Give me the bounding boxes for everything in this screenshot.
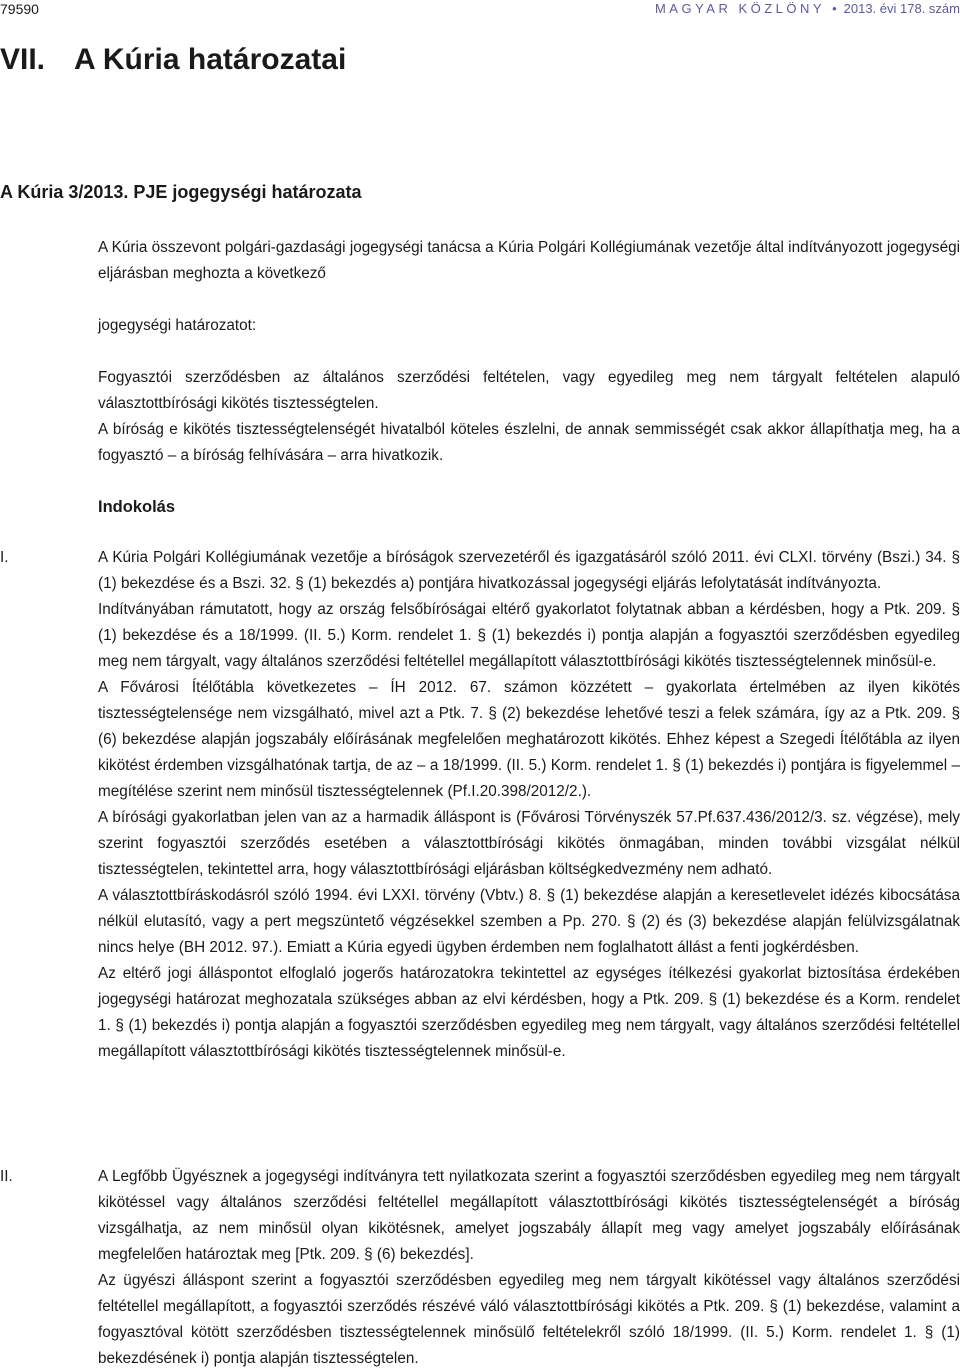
section-paragraph: A választottbíráskodásról szóló 1994. évi LXXI. törvény (Vbtv.) 8. § (1) bekezdése alapján a keresetlevelet idézés kibocsátása nélkül elutasító, vagy a pert megszüntető végzésekkel szemben a Pp. 270. § (2) és (3) bekezdése alapján felülvizsgálatnak nincs helye (BH 2012. 97.). Emiatt a Kúria egyedi ügyben érdemben nem foglalhatott állást a fenti jogkérdésben.: [98, 887, 960, 956]
section-number: I.: [0, 549, 9, 566]
separator-dot-icon: •: [832, 1, 837, 16]
gazette-issue: 2013. évi 178. szám: [843, 1, 960, 16]
gazette-masthead: [655, 0, 960, 18]
section-body: [98, 1164, 960, 1372]
ruling-text: [98, 365, 960, 469]
decision-intro: A Kúria összevont polgári-gazdasági jogegységi tanácsa a Kúria Polgári Kollégiumának vezetője által indítványozott jogegységi eljárásban meghozta a következő: [98, 239, 960, 282]
section-paragraph: Az eltérő jogi álláspontot elfoglaló jogerős határozatokra tekintettel az egységes ítélkezési gyakorlat biztosítása érdekében jogegységi határozat meghozatala szükséges abban az elvi kérdésben, hogy a Ptk. 209. § (1) bekezdése és a Korm. rendelet 1. § (1) bekezdés i) pontja alapján a fogyasztói szerződésben egyedileg meg nem tárgyalt, vagy általános szerződési feltétellel megállapított választottbírósági kikötés tisztességtelennek minősül-e.: [98, 965, 960, 1060]
section-paragraph: Indítványában rámutatott, hogy az ország felsőbíróságai eltérő gyakorlatot folytatnak abban a kérdésben, hogy a Ptk. 209. § (1) bekezdése és a 18/1999. (II. 5.) Korm. rendelet 1. § (1) bekezdés i) pontja alapján a fogyasztói szerződésben egyedileg meg nem tárgyalt, vagy általános szerződési feltétellel megállapított választottbírósági kikötés tisztességtelennek minősül-e.: [98, 601, 960, 670]
page-number: 79590: [0, 1, 39, 17]
ruling-paragraph: Fogyasztói szerződésben az általános szerződési feltételen, vagy egyedileg meg nem tárgyalt feltételen alapuló választottbírósági kikötés tisztességtelen.: [98, 369, 960, 412]
section-paragraph: A bírósági gyakorlatban jelen van az a harmadik álláspont is (Fővárosi Törvényszék 57.Pf.637.436/2012/3. sz. végzése), mely szerint fogyasztói szerződés esetében a választottbírósági kikötés önmagában, minden további vizsgálat nélkül tisztességtelen, tekintettel arra, hogy választottbírósági eljárásban költségkedvezmény nem adható.: [98, 809, 960, 878]
section-body: [98, 545, 960, 1065]
chapter-name: A Kúria határozatai: [74, 43, 347, 76]
section-paragraph: A Legfőbb Ügyésznek a jogegységi indítványra tett nyilatkozata szerint a fogyasztói szerződésben egyedileg meg nem tárgyalt kikötéssel vagy általános szerződési feltétellel megállapított választottbírósági kikötés tisztességtelenségét a bíróság vizsgálhatja, az nem minősül olyan kikötésnek, amelyet jogszabály állapít meg vagy amelyet jogszabály előírásának megfelelően határoztak meg [Ptk. 209. § (6) bekezdés].: [98, 1168, 960, 1263]
section-paragraph: A Kúria Polgári Kollégiumának vezetője a bíróságok szervezetéről és igazgatásáról szóló 2011. évi CLXI. törvény (Bszi.) 34. § (1) bekezdése és a Bszi. 32. § (1) bekezdés a) pontjára hivatkozással jogegységi eljárás lefolytatását indítványozta.: [98, 549, 960, 592]
ruling-paragraph: A bíróság e kikötés tisztességtelenségét hivatalból köteles észlelni, de annak semmisségét csak akkor állapíthatja meg, ha a fogyasztó – a bíróság felhívására – arra hivatkozik.: [98, 421, 960, 464]
chapter-title: [0, 42, 346, 78]
decision-title: A Kúria 3/2013. PJE jogegységi határozata: [0, 182, 362, 202]
chapter-number: VII.: [0, 43, 46, 76]
section-paragraph: A Fővárosi Ítélőtábla következetes – ÍH 2012. 67. számon közzétett – gyakorlata értelmében az ilyen kikötés tisztességtelensége nem vizsgálható, mivel azt a Ptk. 7. § (2) bekezdése lehetővé teszi a felek számára, így az a Ptk. 209. § (6) bekezdése alapján jogszabály előírásának megfelelően meghatározott kikötés. Ehhez képest a Szegedi Ítélőtábla az ilyen kikötést érdemben vizsgálhatónak tartja, de az – a 18/1999. (II. 5.) Korm. rendelet 1. § (1) bekezdés i) pontjára is figyelemmel – megítélése szerint nem minősül tisztességtelennek (Pf.I.20.398/2012/2.).: [98, 679, 960, 800]
section-paragraph: Az ügyészi álláspont szerint a fogyasztói szerződésben egyedileg meg nem tárgyalt kikötéssel vagy általános szerződési feltétellel megállapított, a fogyasztói szerződés részévé váló választottbírósági kikötés a Ptk. 209. § (1) bekezdése, valamint a fogyasztóval kötött szerződésben tisztességtelennek minősülő feltételekről szóló 18/1999. (II. 5.) Korm. rendelet 1. § (1) bekezdésének i) pontja alapján tisztességtelen.: [98, 1272, 960, 1367]
gazette-title: MAGYAR KÖZLÖNY: [654, 1, 826, 16]
ruling-label: jogegységi határozatot:: [98, 317, 257, 334]
section-number: II.: [0, 1168, 13, 1185]
reasoning-heading: Indokolás: [98, 498, 176, 516]
